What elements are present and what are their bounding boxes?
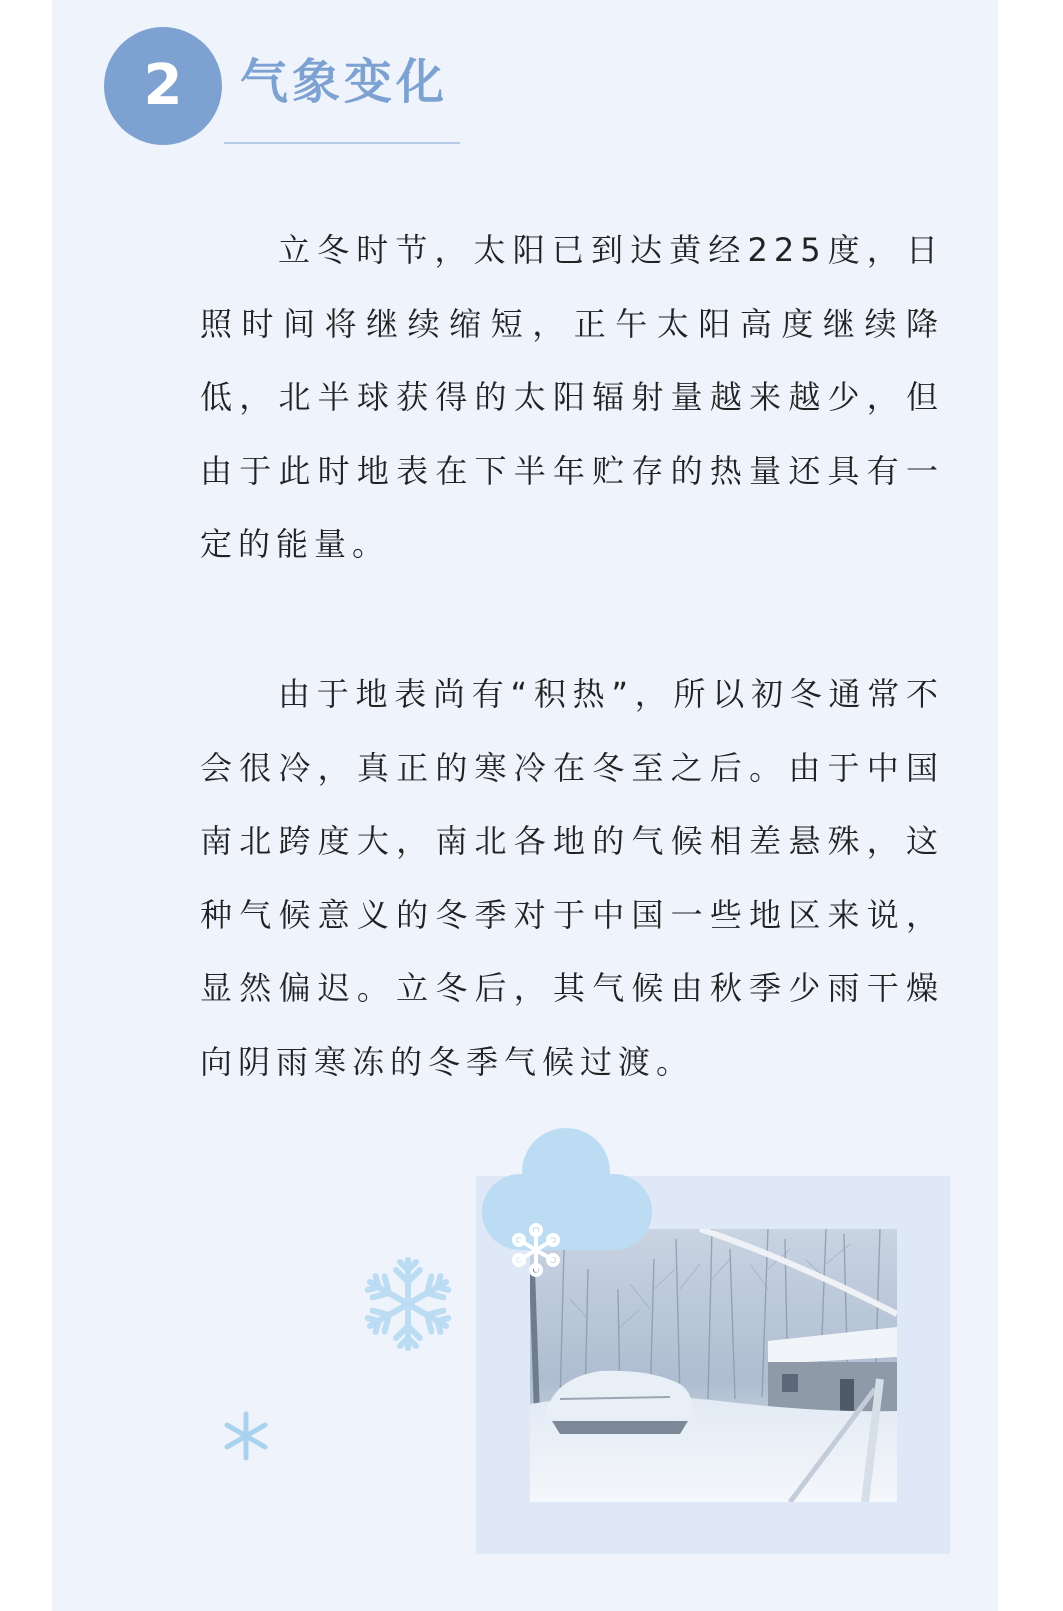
snowflake-icon bbox=[220, 1410, 272, 1462]
snowflake-icon bbox=[508, 1222, 564, 1278]
snowflake-icon bbox=[358, 1254, 458, 1354]
section-number: 2 bbox=[143, 53, 183, 118]
article-card bbox=[52, 0, 998, 1611]
section-title: 气象变化 bbox=[240, 54, 449, 110]
snow-scene-photo bbox=[530, 1229, 897, 1502]
paragraph-2: 由于地表尚有“积热”，所以初冬通常不会很冷，真正的寒冷在冬至之后。由于中国南北跨度大，南北各地的气候相差悬殊，这种气候意义的冬季对于中国一些地区来说，显然偏迟。立冬后，其气候由秋季少雨干燥向阴雨寒冻的冬季气候过渡。 bbox=[200, 675, 944, 1081]
title-underline bbox=[224, 142, 460, 144]
section-number-badge bbox=[104, 27, 222, 145]
cloud-icon bbox=[476, 1120, 656, 1260]
paragraph-1: 立冬时节，太阳已到达黄经225度，日照时间将继续缩短，正午太阳高度继续降低，北半球获得的太阳辐射量越来越少，但由于此时地表在下半年贮存的热量还具有一定的能量。 bbox=[200, 231, 944, 563]
